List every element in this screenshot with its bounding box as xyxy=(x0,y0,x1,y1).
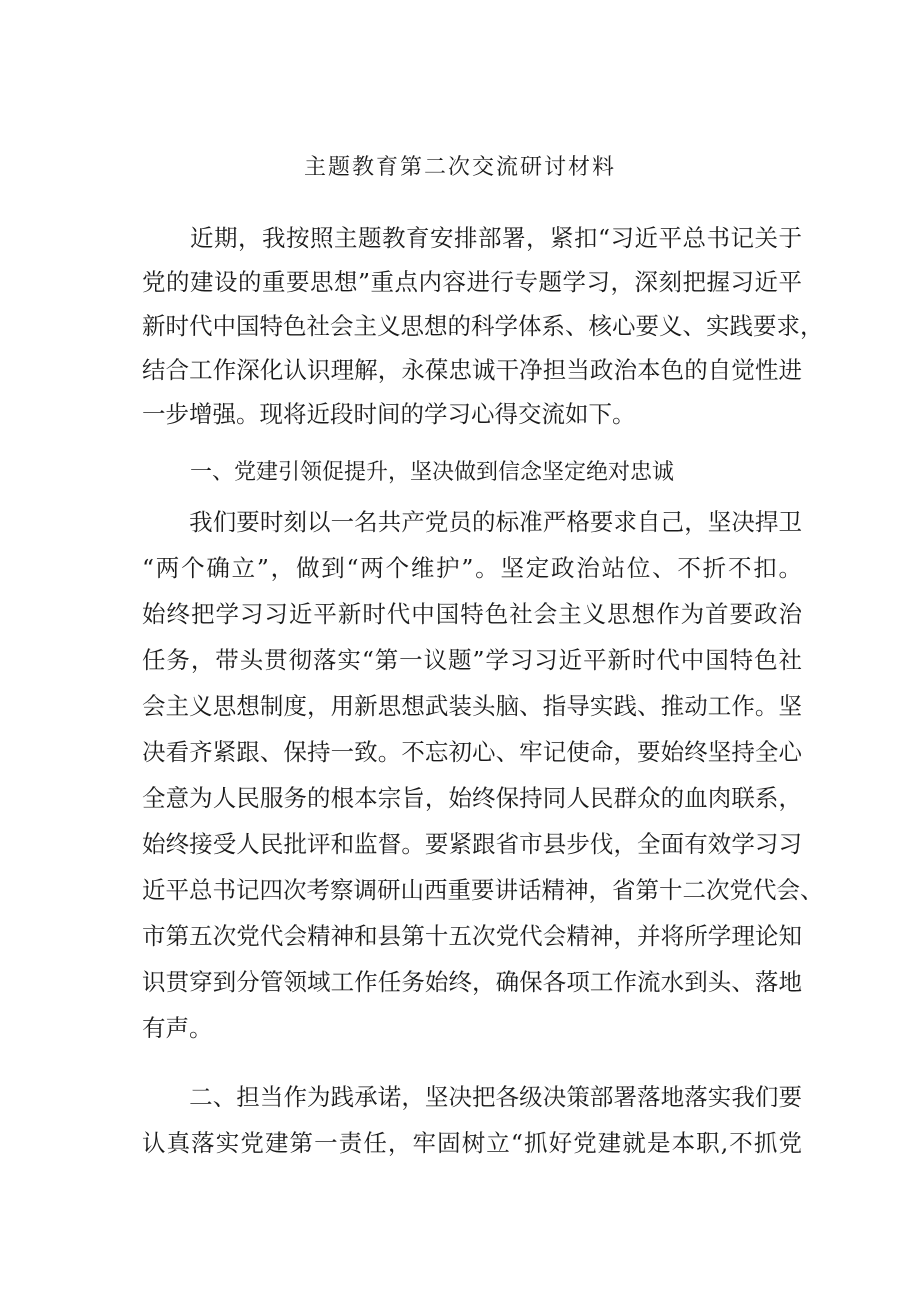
intro-line: 近期，我按照主题教育安排部署，紧扣“习近平总书记关于 xyxy=(142,224,802,252)
intro-line: 一步增强。现将近段时间的学习心得交流如下。 xyxy=(142,400,636,428)
intro-line: 党的建设的重要思想”重点内容进行专题学习，深刻把握习近平 xyxy=(142,268,802,296)
intro-line: 结合工作深化认识理解，永葆忠诚干净担当政治本色的自觉性进 xyxy=(142,356,802,384)
section1-line: 决看齐紧跟、保持一致。不忘初心、牢记使命，要始终坚持全心 xyxy=(142,738,802,766)
section1-line: “两个确立”，做到“两个维护”。坚定政治站位、不折不扣。 xyxy=(142,554,802,582)
section1-line: 市第五次党代会精神和县第十五次党代会精神，并将所学理论知 xyxy=(142,922,802,950)
section1-line: 我们要时刻以一名共产党员的标准严格要求自己，坚决捍卫 xyxy=(142,508,802,536)
document-title: 主题教育第二次交流研讨材料 xyxy=(303,155,616,180)
section1-line: 会主义思想制度，用新思想武装头脑、指导实践、推动工作。坚 xyxy=(142,692,802,720)
section1-line: 识贯穿到分管领域工作任务始终，确保各项工作流水到头、落地 xyxy=(142,968,802,996)
section1-line: 始终接受人民批评和监督。要紧跟省市县步伐，全面有效学习习 xyxy=(142,830,802,858)
section1-line: 全意为人民服务的根本宗旨，始终保持同人民群众的血肉联系， xyxy=(142,784,802,812)
section1-line: 近平总书记四次考察调研山西重要讲话精神，省第十二次党代会、 xyxy=(142,876,824,904)
intro-line: 新时代中国特色社会主义思想的科学体系、核心要义、实践要求， xyxy=(142,312,824,340)
section1-line: 任务，带头贯彻落实“第一议题”学习习近平新时代中国特色社 xyxy=(142,646,802,674)
section2-line: 认真落实党建第一责任，牢固树立“抓好党建就是本职,不抓党 xyxy=(142,1129,802,1157)
section1-line: 始终把学习习近平新时代中国特色社会主义思想作为首要政治 xyxy=(142,600,802,628)
section1-heading: 一、党建引领促提升，坚决做到信念坚定绝对忠诚 xyxy=(190,460,675,485)
section2-line: 二、担当作为践承诺，坚决把各级决策部署落地落实我们要 xyxy=(142,1083,802,1111)
section1-line: 有声。 xyxy=(142,1014,213,1042)
